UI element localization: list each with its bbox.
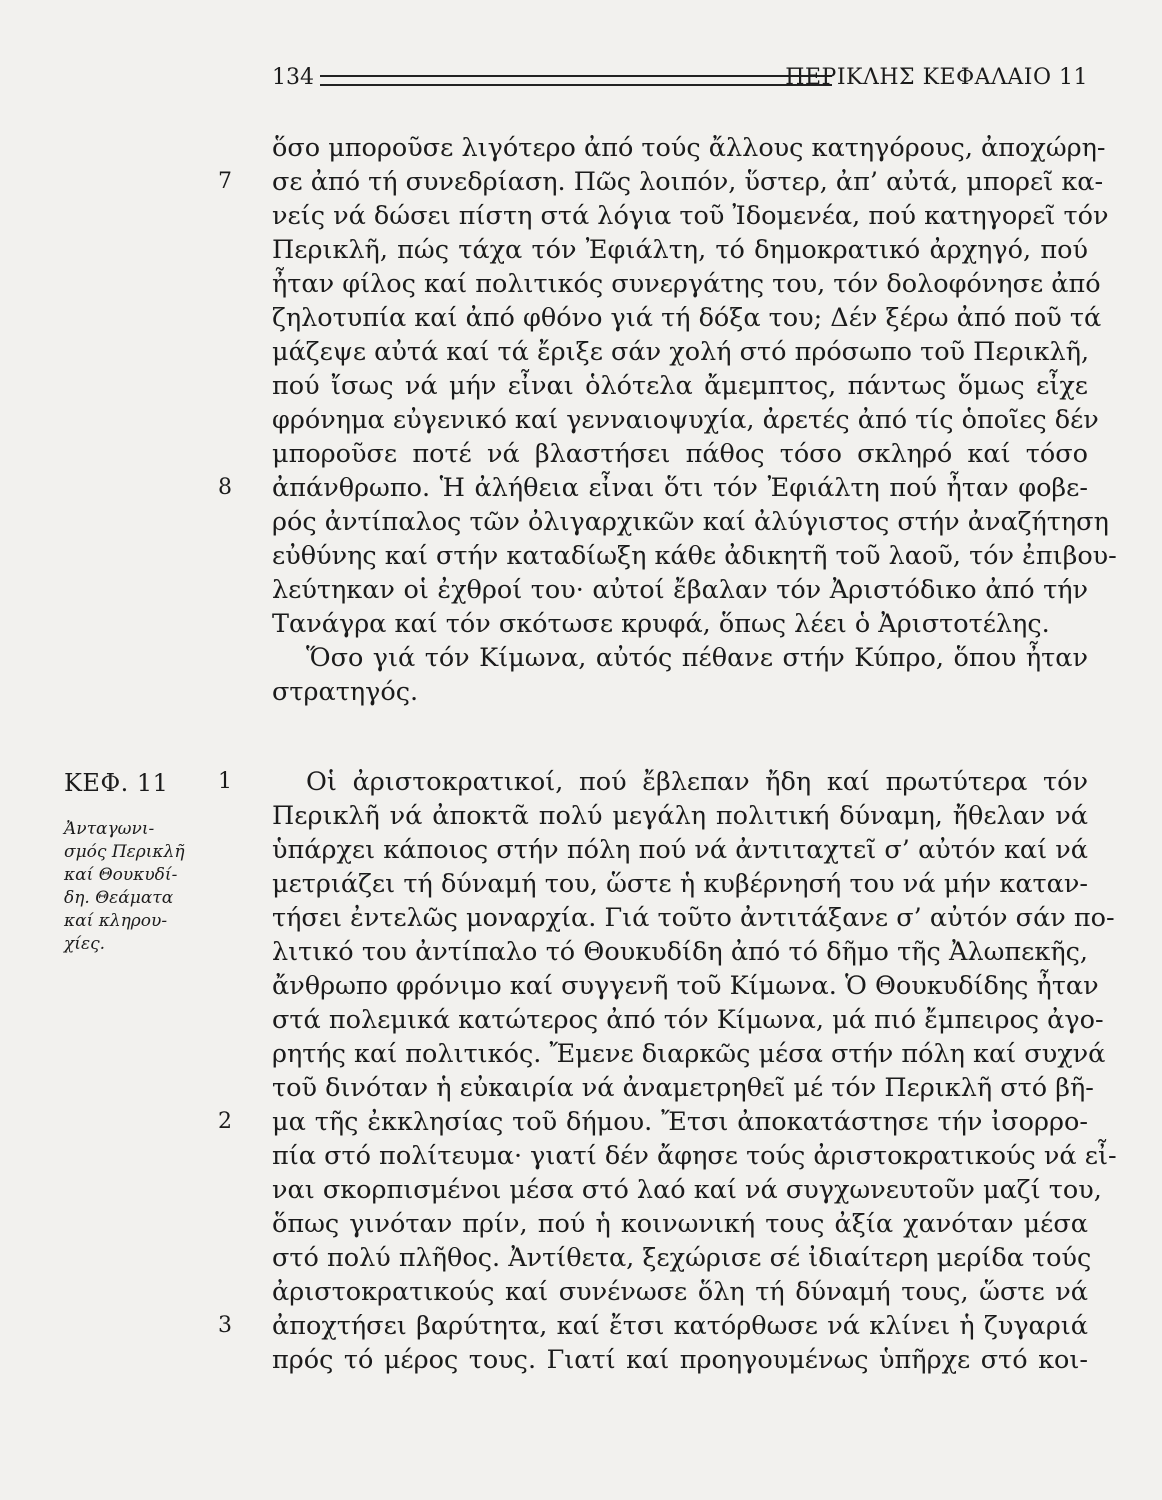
body-line: Περικλῆ, πώς τάχα τόν Ἐφιάλτη, τό δημοκρατικό ἀρχηγό, πού — [272, 235, 1088, 265]
margin-summary-line: χίες. — [64, 934, 106, 954]
body-line: ρός ἀντίπαλος τῶν ὀλιγαρχικῶν καί ἀλύγιστος στήν ἀναζήτηση — [272, 507, 1109, 537]
body-line: στρατηγός. — [272, 677, 419, 707]
line-number: 1 — [218, 769, 232, 794]
page-number: 134 — [272, 65, 314, 90]
body-line: μα τῆς ἐκκλησίας τοῦ δήμου. Ἔτσι ἀποκατάστησε τήν ἰσορρο- — [272, 1107, 1088, 1137]
body-line: ἦταν φίλος καί πολιτικός συνεργάτης του, τόν δολοφόνησε ἀπό — [272, 269, 1101, 299]
body-line: ἄνθρωπο φρόνιμο καί συγγενῆ τοῦ Κίμωνα. Ὁ Θουκυδίδης ἦταν — [272, 971, 1099, 1001]
body-line: εὐθύνης καί στήν καταδίωξη κάθε ἀδικητῆ τοῦ λαοῦ, τόν ἐπιβου- — [272, 541, 1117, 571]
margin-summary-line: καί κληρου- — [64, 911, 168, 931]
body-line: μετριάζει τή δύναμή του, ὥστε ἡ κυβέρνησή του νά μήν καταν- — [272, 869, 1088, 899]
body-line: μποροῦσε ποτέ νά βλαστήσει πάθος τόσο σκληρό καί τόσο — [272, 439, 1088, 469]
margin-chapter-heading: ΚΕΦ. 11 — [64, 769, 169, 797]
body-line: Ὅσο γιά τόν Κίμωνα, αὐτός πέθανε στήν Κύπρο, ὅπου ἦταν — [306, 643, 1088, 673]
body-line: Οἱ ἀριστοκρατικοί, πού ἔβλεπαν ἤδη καί πρωτύτερα τόν — [306, 767, 1088, 797]
body-line: σε ἀπό τή συνεδρίαση. Πῶς λοιπόν, ὕστερ, ἀπ’ αὐτά, μπορεῖ κα- — [272, 167, 1104, 197]
body-line: μάζεψε αὐτά καί τά ἔριξε σάν χολή στό πρόσωπο τοῦ Περικλῆ, — [272, 337, 1090, 367]
body-line: ὑπάρχει κάποιος στήν πόλη πού νά ἀντιταχτεῖ σ’ αὐτόν καί νά — [272, 835, 1088, 865]
line-number: 7 — [218, 169, 232, 194]
line-number: 2 — [218, 1109, 232, 1134]
body-line: πία στό πολίτευμα· γιατί δέν ἄφησε τούς ἀριστοκρατικούς νά εἶ- — [272, 1141, 1117, 1171]
body-line: στά πολεμικά κατώτερος ἀπό τόν Κίμωνα, μά πιό ἔμπειρος ἀγο- — [272, 1005, 1104, 1035]
body-line: ὅπως γινόταν πρίν, πού ἡ κοινωνική τους ἀξία χανόταν μέσα — [272, 1209, 1088, 1239]
body-line: ὅσο μποροῦσε λιγότερο ἀπό τούς ἄλλους κατηγόρους, ἀποχώρη- — [272, 133, 1106, 163]
body-line: Περικλῆ νά ἀποκτᾶ πολύ μεγάλη πολιτική δύναμη, ἤθελαν νά — [272, 801, 1088, 831]
body-line: στό πολύ πλῆθος. Ἀντίθετα, ξεχώρισε σέ ἰδιαίτερη μερίδα τούς — [272, 1243, 1092, 1273]
body-line: Τανάγρα καί τόν σκότωσε κρυφά, ὅπως λέει ὁ Ἀριστοτέλης. — [272, 609, 1050, 639]
body-line: τήσει ἐντελῶς μοναρχία. Γιά τοῦτο ἀντιτάξανε σ’ αὐτόν σάν πο- — [272, 903, 1115, 933]
margin-summary-line: δη. Θεάματα — [64, 888, 174, 908]
body-line: πρός τό μέρος τους. Γιατί καί προηγουμένως ὑπῆρχε στό κοι- — [272, 1345, 1088, 1375]
body-line: νείς νά δώσει πίστη στά λόγια τοῦ Ἰδομενέα, πού κατηγορεῖ τόν — [272, 201, 1109, 231]
body-line: ἀποχτήσει βαρύτητα, καί ἔτσι κατόρθωσε νά κλίνει ἡ ζυγαριά — [272, 1311, 1088, 1341]
body-line: λιτικό του ἀντίπαλο τό Θουκυδίδη ἀπό τό δῆμο τῆς Ἀλωπεκῆς, — [272, 937, 1088, 967]
running-title: ΠΕΡΙΚΛΗΣ ΚΕΦΑΛΑΙΟ 11 — [785, 65, 1088, 90]
margin-summary-line: Ἀνταγωνι- — [64, 819, 155, 839]
line-number: 8 — [218, 475, 232, 500]
body-line: ἀπάνθρωπο. Ἡ ἀλήθεια εἶναι ὅτι τόν Ἐφιάλτη πού ἦταν φοβε- — [272, 473, 1088, 503]
line-number: 3 — [218, 1313, 232, 1338]
margin-summary-line: καί Θουκυδί- — [64, 865, 178, 885]
body-line: λεύτηκαν οἱ ἐχθροί του· αὐτοί ἔβαλαν τόν Ἀριστόδικο ἀπό τήν — [272, 575, 1088, 605]
running-header — [272, 64, 1088, 94]
body-line: ζηλοτυπία καί ἀπό φθόνο γιά τή δόξα του; Δέν ξέρω ἀπό ποῦ τά — [272, 303, 1102, 333]
header-double-rule — [320, 75, 832, 86]
body-line: ἀριστοκρατικούς καί συνένωσε ὅλη τή δύναμή τους, ὥστε νά — [272, 1277, 1088, 1307]
body-line: ρητής καί πολιτικός. Ἔμενε διαρκῶς μέσα στήν πόλη καί συχνά — [272, 1039, 1106, 1069]
body-line: ναι σκορπισμένοι μέσα στό λαό καί νά συγχωνευτοῦν μαζί του, — [272, 1175, 1102, 1205]
body-line: πού ἴσως νά μήν εἶναι ὁλότελα ἄμεμπτος, πάντως ὅμως εἶχε — [272, 371, 1088, 401]
margin-summary-line: σμός Περικλῆ — [64, 842, 185, 862]
body-line: τοῦ δινόταν ἡ εὐκαιρία νά ἀναμετρηθεῖ μέ τόν Περικλῆ στό βῆ- — [272, 1073, 1094, 1103]
body-line: φρόνημα εὐγενικό καί γενναιοψυχία, ἀρετές ἀπό τίς ὁποῖες δέν — [272, 405, 1099, 435]
